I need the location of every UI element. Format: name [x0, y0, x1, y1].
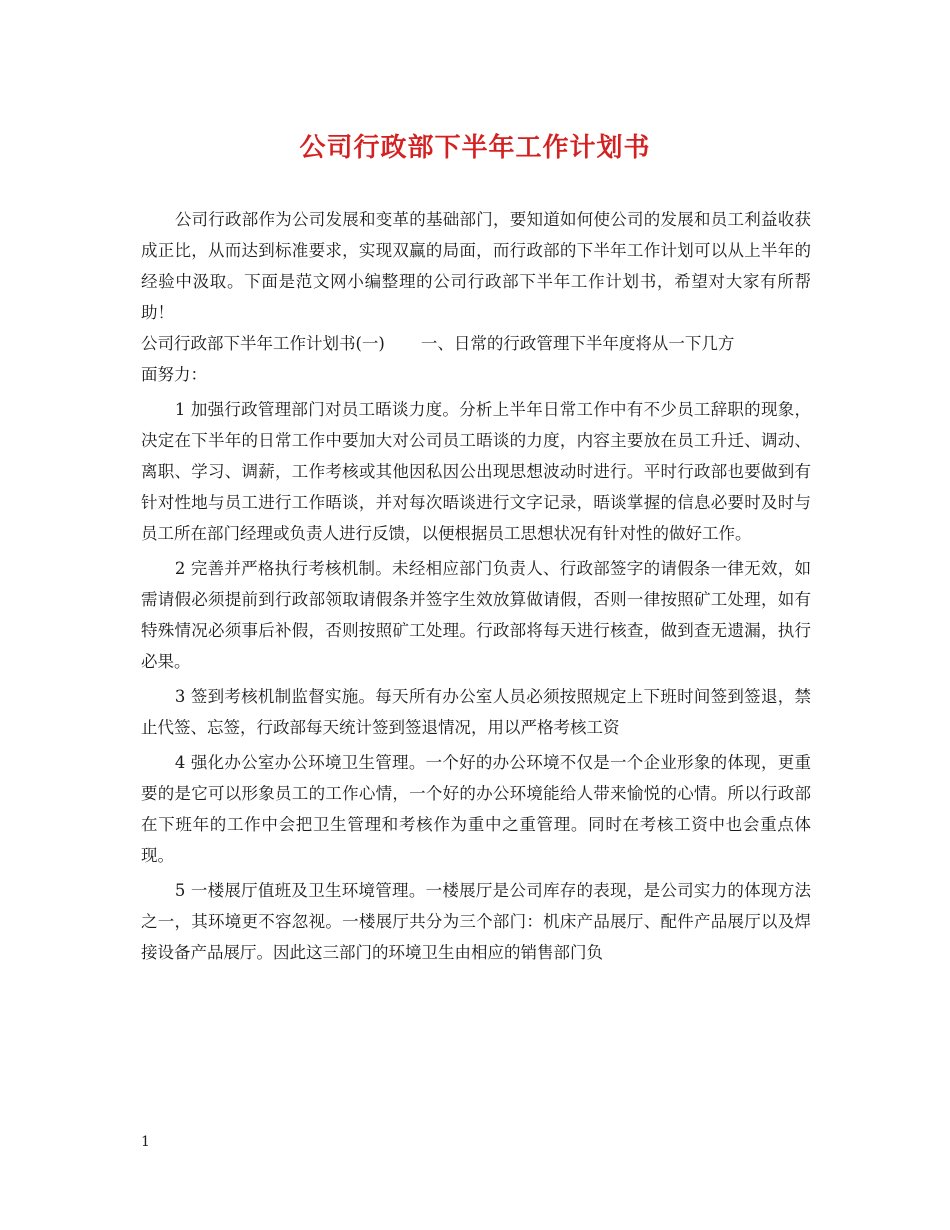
document-title: 公司行政部下半年工作计划书	[299, 133, 651, 163]
list-item: 2 完善并严格执行考核机制。未经相应部门负责人、行政部签字的请假条一律无效，如需请假必须提前到行政部领取请假条并签字生效放算做请假，否则一律按照矿工处理，如有特殊情况必须事后补假，否则按照矿工处理。行政部将每天进行核查，做到查无遗漏，执行必果。	[141, 559, 811, 671]
section-lead: 一、日常的行政管理下半年度将从一下几方	[420, 334, 735, 353]
document-body	[141, 204, 811, 968]
list-item: 1 加强行政管理部门对员工晤谈力度。分析上半年日常工作中有不少员工辞职的现象，决定在下半年的日常工作中要加大对公司员工晤谈的力度，内容主要放在员工升迁、调动、离职、学习、调薪，工作考核或其他因私因公出现思想波动时进行。平时行政部也要做到有针对性地与员工进行工作晤谈，并对每次晤谈进行文字记录，晤谈掌握的信息必要时及时与员工所在部门经理或负责人进行反馈，以便根据员工思想状况有针对性的做好工作。	[141, 400, 811, 543]
section-lead-continued: 面努力：	[141, 365, 207, 384]
page-number: 1	[141, 1134, 150, 1150]
list-item: 4 强化办公室办公环境卫生管理。一个好的办公环境不仅是一个企业形象的体现，更重要的是它可以形象员工的工作心情，一个好的办公环境能给人带来愉悦的心情。所以行政部在下班年的工作中会把卫生管理和考核作为重中之重管理。同时在考核工资中也会重点体现。	[141, 753, 811, 865]
section-heading: 公司行政部下半年工作计划书(一)	[141, 334, 385, 353]
list-item: 5 一楼展厅值班及卫生环境管理。一楼展厅是公司库存的表现，是公司实力的体现方法之一，其环境更不容忽视。一楼展厅共分为三个部门：机床产品展厅、配件产品展厅以及焊接设备产品展厅。因此这三部门的环境卫生由相应的销售部门负	[141, 881, 811, 962]
intro-paragraph: 公司行政部作为公司发展和变革的基础部门，要知道如何使公司的发展和员工利益收获成正比，从而达到标准要求，实现双赢的局面，而行政部的下半年工作计划可以从上半年的经验中汲取。下面是范文网小编整理的公司行政部下半年工作计划书，希望对大家有所帮助！	[141, 210, 811, 322]
list-item: 3 签到考核机制监督实施。每天所有办公室人员必须按照规定上下班时间签到签退，禁止代签、忘签，行政部每天统计签到签退情况，用以严格考核工资	[141, 687, 811, 737]
section-heading-line	[141, 328, 811, 359]
